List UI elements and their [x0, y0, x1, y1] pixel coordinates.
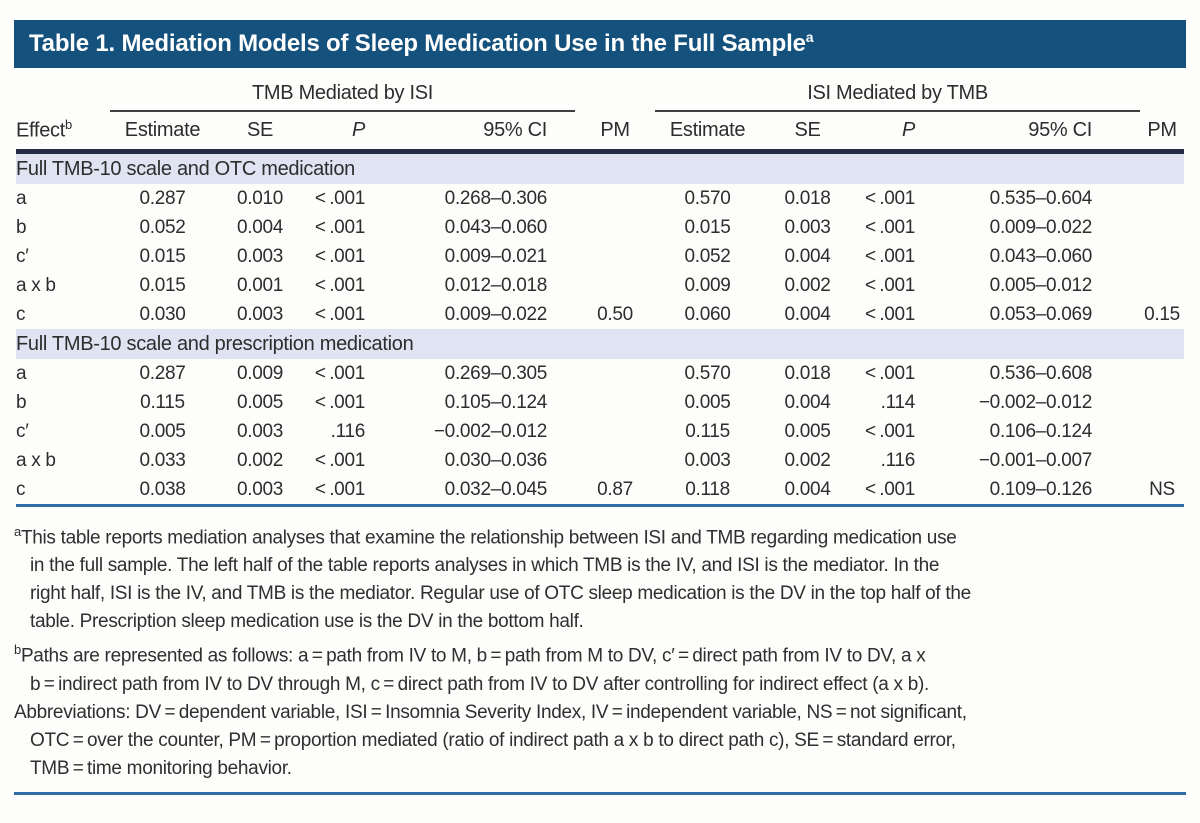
table-row — [16, 388, 1184, 417]
ci-cell: −0.002–0.012 — [978, 391, 1093, 413]
effect-cell: b — [16, 216, 27, 238]
estimate-cell: 0.052 — [139, 216, 186, 238]
effect-cell: c′ — [16, 420, 29, 442]
ci-cell: 0.269–0.305 — [444, 362, 548, 384]
p-cell: < .001 — [864, 478, 916, 500]
table-row — [16, 417, 1184, 446]
effect-cell: a x b — [16, 449, 56, 471]
effect-cell: c′ — [16, 245, 29, 267]
effect-cell: b — [16, 391, 27, 413]
p-cell: < .001 — [864, 274, 916, 296]
ci-column-header: 95% CI — [375, 111, 575, 152]
estimate-cell: 0.052 — [684, 245, 731, 267]
footnotes — [14, 518, 1186, 783]
column-header-row — [16, 111, 1184, 152]
pm-cell — [575, 359, 655, 388]
p-cell: < .001 — [864, 216, 916, 238]
section-header-prescription — [16, 329, 1184, 359]
pm-cell — [575, 213, 655, 242]
estimate-cell: 0.005 — [139, 420, 186, 442]
footnote-text: Paths are represented as follows: a = path from IV to M, b = path from M to DV, c′ = direct path from IV to DV, a x — [20, 645, 926, 667]
se-cell: 0.002 — [784, 449, 831, 471]
section-label: Full TMB-10 scale and OTC medication — [16, 152, 1184, 185]
effect-cell: a — [16, 187, 27, 209]
pm-cell — [1140, 417, 1184, 446]
se-cell: 0.003 — [236, 303, 284, 325]
se-cell: 0.005 — [236, 391, 284, 413]
p-cell: < .001 — [864, 187, 916, 209]
ci-cell: 0.009–0.022 — [444, 303, 548, 325]
table-row — [16, 184, 1184, 213]
table-title: Table 1. Mediation Models of Sleep Medication Use in the Full Sample — [29, 30, 806, 57]
pm-cell — [1140, 242, 1184, 271]
pm-cell — [575, 446, 655, 475]
se-cell: 0.001 — [236, 274, 284, 296]
ci-cell: −0.002–0.012 — [433, 420, 548, 442]
ci-cell: 0.268–0.306 — [444, 187, 548, 209]
estimate-cell: 0.115 — [685, 420, 730, 442]
se-cell: 0.004 — [784, 245, 831, 267]
p-cell: < .001 — [314, 216, 365, 238]
pm-cell — [1140, 271, 1184, 300]
estimate-cell: 0.015 — [684, 216, 731, 238]
pm-cell — [575, 388, 655, 417]
estimate-cell: 0.033 — [139, 449, 186, 471]
footnote-a-line — [14, 518, 1186, 552]
pm-cell: 0.50 — [597, 303, 633, 325]
estimate-cell: 0.005 — [684, 391, 731, 413]
ci-cell: 0.106–0.124 — [989, 420, 1093, 442]
estimate-cell: 0.570 — [684, 362, 731, 384]
estimate-cell: 0.287 — [139, 362, 186, 384]
footnote-a-line: right half, ISI is the IV, and TMB is the mediator. Regular use of OTC sleep medication is the DV in the top half of the — [30, 583, 971, 605]
pm-cell — [1140, 446, 1184, 475]
pm-cell: 0.87 — [597, 478, 633, 500]
mediation-table — [16, 75, 1184, 507]
effect-column-header — [16, 111, 110, 152]
estimate-cell: 0.030 — [139, 303, 186, 325]
estimate-cell: 0.287 — [139, 187, 186, 209]
ci-cell: −0.001–0.007 — [978, 449, 1093, 471]
pm-column-header: PM — [575, 111, 655, 152]
ci-cell: 0.105–0.124 — [444, 391, 548, 413]
abbreviations-line: TMB = time monitoring behavior. — [30, 757, 292, 779]
table-row — [16, 213, 1184, 242]
ci-cell: 0.536–0.608 — [989, 362, 1093, 384]
se-cell: 0.009 — [236, 362, 284, 384]
p-cell: < .001 — [314, 274, 365, 296]
spanner-tmb-mediated-by-isi: TMB Mediated by ISI — [110, 75, 575, 111]
ci-cell: 0.535–0.604 — [989, 187, 1093, 209]
p-cell: < .001 — [314, 449, 365, 471]
estimate-cell: 0.118 — [685, 478, 730, 500]
spanner-header-row — [16, 75, 1184, 111]
footnote-b-marker: b — [14, 642, 21, 658]
estimate-column-header: Estimate — [655, 111, 760, 152]
spacer-cell — [16, 75, 110, 111]
ci-column-header: 95% CI — [925, 111, 1140, 152]
p-cell: < .001 — [864, 420, 916, 442]
effect-cell: c — [16, 303, 26, 325]
section-header-otc — [16, 152, 1184, 185]
se-cell: 0.002 — [784, 274, 831, 296]
abbreviations-line: OTC = over the counter, PM = proportion mediated (ratio of indirect path a x b to direct path c), SE = standard error, — [30, 729, 956, 751]
footnote-a-marker: a — [14, 524, 21, 539]
estimate-cell: 0.003 — [684, 449, 731, 471]
ci-cell: 0.012–0.018 — [444, 274, 548, 296]
table-row — [16, 359, 1184, 388]
footnote-text: This table reports mediation analyses that examine the relationship between ISI and TMB regarding medication use — [20, 527, 957, 549]
footnote-b-line — [14, 636, 1186, 670]
p-cell: .114 — [880, 391, 916, 413]
p-cell: < .001 — [314, 245, 365, 267]
se-cell: 0.004 — [236, 216, 284, 238]
effect-cell: a — [16, 362, 27, 384]
pm-cell: NS — [1149, 478, 1175, 500]
ci-cell: 0.043–0.060 — [989, 245, 1093, 267]
p-cell: .116 — [880, 449, 916, 471]
table-row — [16, 446, 1184, 475]
p-cell: .116 — [330, 420, 365, 442]
estimate-cell: 0.015 — [139, 274, 186, 296]
spanner-isi-mediated-by-tmb: ISI Mediated by TMB — [655, 75, 1140, 111]
pm-cell — [575, 417, 655, 446]
ci-cell: 0.043–0.060 — [444, 216, 548, 238]
se-cell: 0.018 — [784, 362, 831, 384]
ci-cell: 0.109–0.126 — [989, 478, 1093, 500]
ci-cell: 0.005–0.012 — [989, 274, 1093, 296]
estimate-cell: 0.038 — [139, 478, 186, 500]
estimate-cell: 0.009 — [684, 274, 731, 296]
bottom-rule — [14, 792, 1186, 795]
se-cell: 0.003 — [784, 216, 831, 238]
table-row — [16, 271, 1184, 300]
se-column-header: SE — [215, 111, 305, 152]
p-cell: < .001 — [314, 303, 365, 325]
se-cell: 0.002 — [236, 449, 284, 471]
se-cell: 0.004 — [784, 391, 831, 413]
spacer-cell — [575, 75, 655, 111]
p-cell: < .001 — [314, 391, 365, 413]
se-cell: 0.018 — [784, 187, 831, 209]
pm-cell — [1140, 359, 1184, 388]
pm-cell — [575, 242, 655, 271]
estimate-column-header: Estimate — [110, 111, 215, 152]
spacer-cell — [1140, 75, 1184, 111]
ci-cell: 0.009–0.022 — [989, 216, 1093, 238]
table-row — [16, 475, 1184, 506]
table-row — [16, 242, 1184, 271]
section-label: Full TMB-10 scale and prescription medication — [16, 329, 1184, 359]
footnote-a-line: table. Prescription sleep medication use is the DV in the bottom half. — [30, 611, 584, 633]
p-cell: < .001 — [314, 187, 365, 209]
p-cell: < .001 — [864, 303, 916, 325]
ci-cell: 0.009–0.021 — [444, 245, 548, 267]
p-cell: < .001 — [864, 245, 916, 267]
p-cell: < .001 — [314, 478, 365, 500]
pm-cell — [575, 271, 655, 300]
pm-column-header: PM — [1140, 111, 1184, 152]
estimate-cell: 0.570 — [684, 187, 731, 209]
ci-cell: 0.032–0.045 — [444, 478, 548, 500]
footnote-a-line: in the full sample. The left half of the table reports analyses in which TMB is the IV, and ISI is the mediator. In the — [30, 555, 940, 577]
p-cell: < .001 — [864, 362, 916, 384]
abbreviations-line: Abbreviations: DV = dependent variable, ISI = Insomnia Severity Index, IV = independent variable, NS = not significant, — [14, 701, 967, 723]
pm-cell — [1140, 184, 1184, 213]
table-row — [16, 300, 1184, 329]
pm-cell — [575, 184, 655, 213]
estimate-cell: 0.115 — [140, 391, 185, 413]
footnote-b-line: b = indirect path from IV to DV through M, c = direct path from IV to DV after controlling for indirect effect (a x b). — [30, 673, 929, 695]
pm-cell — [1140, 388, 1184, 417]
effect-header-label: Effect — [16, 119, 65, 142]
se-cell: 0.004 — [784, 478, 831, 500]
pm-cell: 0.15 — [1144, 303, 1180, 325]
effect-footnote-marker: b — [64, 117, 72, 133]
se-cell: 0.003 — [236, 478, 284, 500]
p-column-header: P — [305, 111, 375, 152]
ci-cell: 0.030–0.036 — [444, 449, 548, 471]
estimate-cell: 0.060 — [684, 303, 731, 325]
title-footnote-marker: a — [805, 29, 814, 45]
effect-cell: a x b — [16, 274, 56, 296]
effect-cell: c — [16, 478, 26, 500]
se-column-header: SE — [760, 111, 855, 152]
p-column-header: P — [855, 111, 925, 152]
pm-cell — [1140, 213, 1184, 242]
se-cell: 0.004 — [784, 303, 831, 325]
se-cell: 0.003 — [236, 420, 284, 442]
ci-cell: 0.053–0.069 — [989, 303, 1093, 325]
estimate-cell: 0.015 — [139, 245, 186, 267]
table-title-bar — [14, 20, 1186, 68]
p-cell: < .001 — [314, 362, 365, 384]
se-cell: 0.005 — [784, 420, 831, 442]
se-cell: 0.010 — [236, 187, 284, 209]
se-cell: 0.003 — [236, 245, 284, 267]
